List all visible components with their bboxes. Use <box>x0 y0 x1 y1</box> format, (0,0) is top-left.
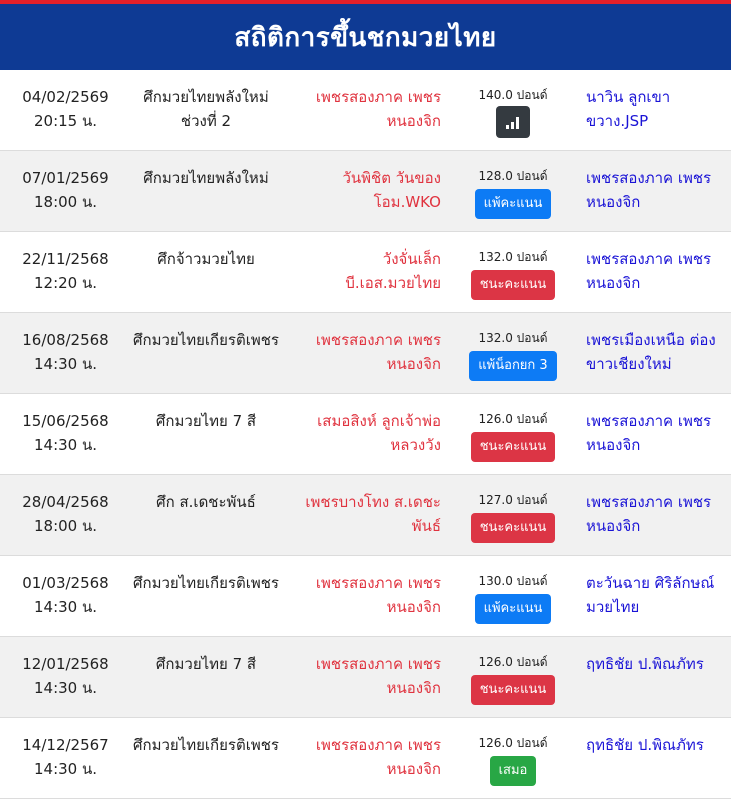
fight-date-text: 01/03/2568 <box>22 574 109 592</box>
fight-event[interactable]: ศึกมวยไทย 7 สี <box>155 412 257 430</box>
blue-corner-fighter[interactable]: เพชรสองภาค เพชรหนองจิก <box>586 169 712 211</box>
fight-event[interactable]: ศึกมวยไทยพลังใหม่ ช่วงที่ 2 <box>143 88 269 130</box>
red-corner-fighter[interactable]: วังจั่นเล็ก บี.เอส.มวยไทย <box>345 250 441 292</box>
fight-date <box>0 85 131 133</box>
red-corner-fighter[interactable]: เพชรสองภาค เพชรหนองจิก <box>315 88 441 130</box>
weight-class: 130.0 ปอนด์ <box>478 574 548 588</box>
fight-date-text: 07/01/2569 <box>22 169 109 187</box>
blue-corner-fighter[interactable]: เพชรสองภาค เพชรหนองจิก <box>586 493 712 535</box>
fight-row <box>0 151 731 232</box>
fight-time-text: 18:00 น. <box>33 193 98 211</box>
fight-date-text: 12/01/2568 <box>22 655 109 673</box>
blue-corner-fighter[interactable]: ฤทธิชัย ป.พิณภัทร <box>586 655 704 673</box>
fight-row <box>0 475 731 556</box>
fight-event[interactable]: ศึกมวยไทยเกียรติเพชร <box>133 736 279 754</box>
fight-event[interactable]: ศึกมวยไทย 7 สี <box>155 655 257 673</box>
fight-event[interactable]: ศึกมวยไทยเกียรติเพชร <box>133 331 279 349</box>
fight-event[interactable]: ศึกมวยไทยเกียรติเพชร <box>133 574 279 592</box>
weight-class: 126.0 ปอนด์ <box>478 412 548 426</box>
red-corner-fighter[interactable]: เพชรสองภาค เพชรหนองจิก <box>315 331 441 373</box>
blue-corner-fighter[interactable]: เพชรเมืองเหนือ ต่องขาวเชียงใหม่ <box>586 331 716 373</box>
fight-time-text: 14:30 น. <box>33 679 98 697</box>
fight-row <box>0 394 731 475</box>
result-badge: ชนะคะแนน <box>471 675 556 705</box>
red-corner-fighter[interactable]: เพชรสองภาค เพชรหนองจิก <box>315 574 441 616</box>
fight-row <box>0 718 731 799</box>
result-badge: ชนะคะแนน <box>471 432 556 462</box>
red-corner-fighter[interactable]: เพชรสองภาค เพชรหนองจิก <box>315 736 441 778</box>
weight-class: 132.0 ปอนด์ <box>478 331 548 345</box>
weight-class: 132.0 ปอนด์ <box>478 250 548 264</box>
result-badge: ชนะคะแนน <box>471 513 556 543</box>
result-badge: เสมอ <box>490 756 537 786</box>
blue-corner-fighter[interactable]: ฤทธิชัย ป.พิณภัทร <box>586 736 704 754</box>
red-corner-fighter[interactable]: เพชรสองภาค เพชรหนองจิก <box>315 655 441 697</box>
fight-time-text: 14:30 น. <box>33 760 98 778</box>
fight-date-text: 14/12/2567 <box>22 736 109 754</box>
fight-result <box>450 492 576 543</box>
result-badge: แพ้คะแนน <box>475 189 552 219</box>
fight-result <box>450 168 576 219</box>
red-corner-fighter[interactable]: เสมอสิงห์ ลูกเจ้าพ่อหลวงวัง <box>317 412 441 454</box>
result-badge: แพ้คะแนน <box>475 594 552 624</box>
fight-date <box>0 409 131 457</box>
weight-class: 128.0 ปอนด์ <box>478 169 548 183</box>
weight-class: 140.0 ปอนด์ <box>478 88 548 102</box>
fight-event[interactable]: ศึกจ้าวมวยไทย <box>157 250 255 268</box>
fight-date <box>0 490 131 538</box>
fight-date <box>0 328 131 376</box>
weight-class: 127.0 ปอนด์ <box>478 493 548 507</box>
fight-event[interactable]: ศึกมวยไทยพลังใหม่ <box>143 169 269 187</box>
fight-result <box>450 411 576 462</box>
fight-time-text: 14:30 น. <box>33 598 98 616</box>
weight-class: 126.0 ปอนด์ <box>478 736 548 750</box>
fight-result <box>450 735 576 786</box>
fight-date-text: 04/02/2569 <box>22 88 109 106</box>
fight-result <box>450 249 576 300</box>
fight-date-text: 22/11/2568 <box>22 250 109 268</box>
fight-row <box>0 637 731 718</box>
fight-date <box>0 247 131 295</box>
fight-row <box>0 556 731 637</box>
fight-time-text: 12:20 น. <box>33 274 98 292</box>
stats-button[interactable] <box>496 106 530 138</box>
fight-result <box>450 330 576 381</box>
fight-time-text: 14:30 น. <box>33 436 98 454</box>
fight-result <box>450 87 576 145</box>
fight-date-text: 15/06/2568 <box>22 412 109 430</box>
result-badge: ชนะคะแนน <box>471 270 556 300</box>
fight-row <box>0 232 731 313</box>
fight-time-text: 18:00 น. <box>33 517 98 535</box>
fight-date <box>0 733 131 781</box>
fight-date <box>0 166 131 214</box>
fight-date <box>0 571 131 619</box>
fight-time-text: 20:15 น. <box>33 112 98 130</box>
blue-corner-fighter[interactable]: ตะวันฉาย ศิริลักษณ์มวยไทย <box>586 574 715 616</box>
fight-result <box>450 573 576 624</box>
page-title: สถิติการขึ้นชกมวยไทย <box>0 4 731 70</box>
fight-row <box>0 313 731 394</box>
red-corner-fighter[interactable]: วันพิชิต วันของโอม.WKO <box>342 169 441 211</box>
blue-corner-fighter[interactable]: นาวิน ลูกเขาขวาง.JSP <box>586 88 671 130</box>
fight-date-text: 28/04/2568 <box>22 493 109 511</box>
fight-event[interactable]: ศึก ส.เดชะพันธ์ <box>156 493 256 511</box>
fight-date-text: 16/08/2568 <box>22 331 109 349</box>
fight-result <box>450 654 576 705</box>
fight-list <box>0 70 731 799</box>
fight-time-text: 14:30 น. <box>33 355 98 373</box>
blue-corner-fighter[interactable]: เพชรสองภาค เพชรหนองจิก <box>586 250 712 292</box>
fight-row <box>0 70 731 151</box>
result-badge: แพ้น็อกยก 3 <box>469 351 556 381</box>
blue-corner-fighter[interactable]: เพชรสองภาค เพชรหนองจิก <box>586 412 712 454</box>
weight-class: 126.0 ปอนด์ <box>478 655 548 669</box>
red-corner-fighter[interactable]: เพชรบางโทง ส.เดชะพันธ์ <box>305 493 441 535</box>
fight-date <box>0 652 131 700</box>
